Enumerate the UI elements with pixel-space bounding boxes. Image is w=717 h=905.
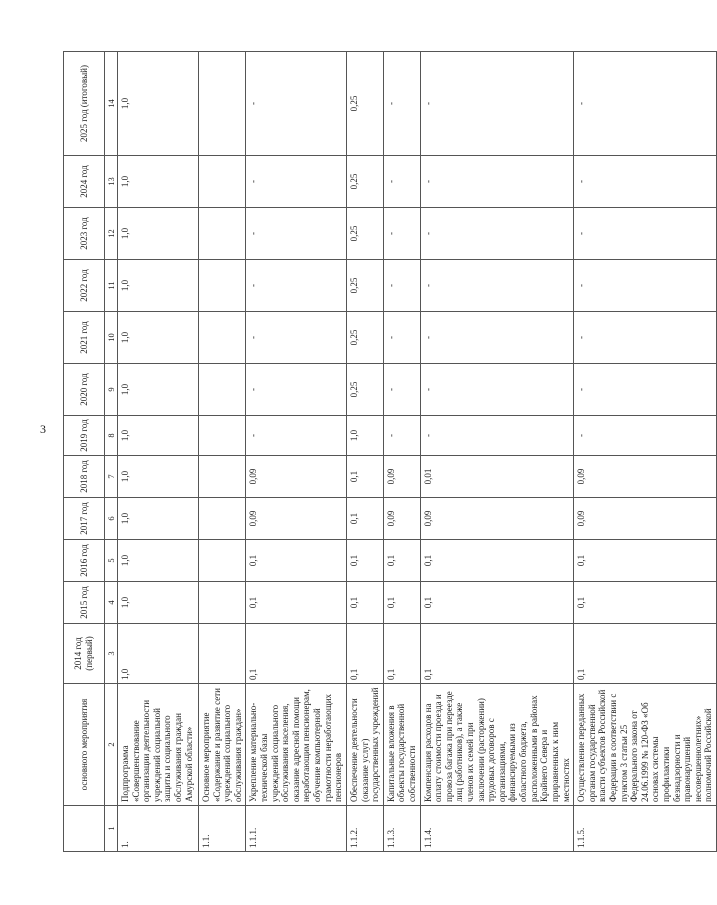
- value-cell: [199, 208, 246, 260]
- value-cell: -: [574, 312, 717, 364]
- row-title: Основное мероприятие «Содержание и развитие сети учреждений социального обслуживания граждан»: [199, 684, 246, 806]
- header-cell: 2016 год: [64, 540, 105, 582]
- header-cell: 2022 год: [64, 260, 105, 312]
- value-cell: 0,25: [346, 208, 383, 260]
- header-cell: 2014 год (первый): [64, 624, 105, 684]
- header-cell: 2015 год: [64, 582, 105, 624]
- value-cell: 0,1: [246, 582, 346, 624]
- table-row: [383, 52, 420, 852]
- value-cell: -: [383, 52, 420, 156]
- value-cell: 0,1: [574, 582, 717, 624]
- value-cell: 1,0: [118, 364, 199, 416]
- value-cell: -: [420, 260, 574, 312]
- value-cell: 0,25: [346, 52, 383, 156]
- header-cell: 2018 год: [64, 456, 105, 498]
- value-cell: [199, 260, 246, 312]
- header-cell: 2024 год: [64, 156, 105, 208]
- value-cell: -: [246, 208, 346, 260]
- value-cell: 0,25: [346, 260, 383, 312]
- value-cell: -: [420, 52, 574, 156]
- row-number: 1.1.: [199, 806, 246, 852]
- value-cell: -: [574, 52, 717, 156]
- row-number: 1.: [118, 806, 199, 852]
- column-number: 12: [105, 208, 118, 260]
- value-cell: 1,0: [118, 456, 199, 498]
- value-cell: [199, 540, 246, 582]
- value-cell: 0,1: [574, 624, 717, 684]
- column-number: 1: [105, 806, 118, 852]
- value-cell: 0,1: [420, 540, 574, 582]
- column-number: 2: [105, 684, 118, 806]
- value-cell: 1,0: [118, 624, 199, 684]
- value-cell: 0,1: [383, 582, 420, 624]
- header-cell: 2017 год: [64, 498, 105, 540]
- table-row: [420, 52, 574, 852]
- value-cell: 0,1: [420, 582, 574, 624]
- value-cell: [199, 456, 246, 498]
- value-cell: [199, 52, 246, 156]
- value-cell: 0,25: [346, 364, 383, 416]
- row-title: Подпрограмма «Совершенствование организации деятельности учреждений социальной защиты и социального обслуживания граждан Амурской области»: [118, 684, 199, 806]
- table-row: [246, 52, 346, 852]
- table-row: [199, 52, 246, 852]
- value-cell: 1,0: [346, 416, 383, 456]
- value-cell: [199, 416, 246, 456]
- value-cell: [199, 582, 246, 624]
- value-cell: 0,1: [246, 624, 346, 684]
- indicators-table: [63, 51, 717, 852]
- row-number: 1.1.5.: [574, 806, 717, 852]
- column-number-row: [105, 52, 118, 852]
- value-cell: [199, 312, 246, 364]
- value-cell: -: [420, 208, 574, 260]
- column-number: 5: [105, 540, 118, 582]
- value-cell: 0,09: [574, 498, 717, 540]
- value-cell: 0,1: [346, 582, 383, 624]
- header-cell: [64, 806, 105, 852]
- row-number: 1.1.3.: [383, 806, 420, 852]
- row-title: Обеспечение деятельности (оказание услуг) государственных учреждений: [346, 684, 383, 806]
- value-cell: -: [246, 156, 346, 208]
- value-cell: -: [574, 416, 717, 456]
- column-number: 7: [105, 456, 118, 498]
- value-cell: 1,0: [118, 582, 199, 624]
- value-cell: -: [383, 416, 420, 456]
- value-cell: [199, 364, 246, 416]
- column-number: 8: [105, 416, 118, 456]
- value-cell: -: [574, 208, 717, 260]
- value-cell: 0,25: [346, 156, 383, 208]
- value-cell: -: [574, 156, 717, 208]
- column-number: 4: [105, 582, 118, 624]
- value-cell: 1,0: [118, 260, 199, 312]
- value-cell: 0,25: [346, 312, 383, 364]
- value-cell: 0,09: [246, 456, 346, 498]
- value-cell: [199, 498, 246, 540]
- value-cell: -: [246, 364, 346, 416]
- value-cell: [199, 624, 246, 684]
- value-cell: -: [383, 208, 420, 260]
- value-cell: 1,0: [118, 498, 199, 540]
- table-row: [118, 52, 199, 852]
- value-cell: 0,09: [383, 456, 420, 498]
- value-cell: -: [246, 312, 346, 364]
- row-title: Капитальные вложения в объекты государственной собственности: [383, 684, 420, 806]
- value-cell: -: [383, 312, 420, 364]
- row-title: Компенсация расходов на оплату стоимости проезда и провоза багажа при переезде лиц (работников), а также членов их семей при заключении (расторжении) трудовых договоров с организациями, финансируемыми из областного бюджета, расположенными в районах Крайнего Севера и приравненных к ним местностях: [420, 684, 574, 806]
- value-cell: 0,1: [346, 624, 383, 684]
- column-number: 14: [105, 52, 118, 156]
- header-cell: 2023 год: [64, 208, 105, 260]
- value-cell: 0,01: [420, 456, 574, 498]
- column-number: 10: [105, 312, 118, 364]
- table-row: [574, 52, 717, 852]
- value-cell: 1,0: [118, 208, 199, 260]
- value-cell: 0,09: [383, 498, 420, 540]
- header-cell: 2019 год: [64, 416, 105, 456]
- column-number: 9: [105, 364, 118, 416]
- column-number: 3: [105, 624, 118, 684]
- value-cell: 0,09: [574, 456, 717, 498]
- value-cell: -: [574, 260, 717, 312]
- value-cell: -: [420, 312, 574, 364]
- value-cell: -: [420, 156, 574, 208]
- value-cell: 0,1: [420, 624, 574, 684]
- value-cell: 0,1: [346, 498, 383, 540]
- row-number: 1.1.2.: [346, 806, 383, 852]
- value-cell: -: [383, 364, 420, 416]
- value-cell: 0,09: [420, 498, 574, 540]
- page-number: 3: [40, 422, 46, 436]
- value-cell: 0,1: [383, 540, 420, 582]
- row-title: Укрепление материально-технической базы учреждений социального обслуживания населения, оказание адресной помощи неработающим пенсионерам, обучение компьютерной грамотности неработающих пенсионеров: [246, 684, 346, 806]
- value-cell: 1,0: [118, 540, 199, 582]
- value-cell: -: [246, 260, 346, 312]
- value-cell: 0,1: [574, 540, 717, 582]
- value-cell: 0,1: [383, 624, 420, 684]
- value-cell: -: [246, 52, 346, 156]
- header-cell: 2020 год: [64, 364, 105, 416]
- value-cell: [199, 156, 246, 208]
- row-number: 1.1.4.: [420, 806, 574, 852]
- column-number: 11: [105, 260, 118, 312]
- rotated-table-wrapper: [63, 52, 714, 852]
- header-cell: основного мероприятия: [64, 684, 105, 806]
- row-title: Осуществление переданных органам государственной власти субъектов Российской Федерации в соответствии с пунктом 3 статьи 25 Федерального закона от 24.06.1999 № 120-ФЗ «Об основах системы профилактики безнадзорности и правонарушений несовершеннолетних» полномочий Российской: [574, 684, 717, 806]
- value-cell: 0,1: [346, 456, 383, 498]
- column-number: 13: [105, 156, 118, 208]
- header-cell: 2021 год: [64, 312, 105, 364]
- value-cell: 0,1: [246, 540, 346, 582]
- table-row: [346, 52, 383, 852]
- column-number: 6: [105, 498, 118, 540]
- value-cell: 1,0: [118, 52, 199, 156]
- value-cell: -: [420, 416, 574, 456]
- value-cell: 1,0: [118, 312, 199, 364]
- header-cell: 2025 год (итоговый): [64, 52, 105, 156]
- value-cell: -: [383, 156, 420, 208]
- value-cell: 0,09: [246, 498, 346, 540]
- value-cell: 1,0: [118, 416, 199, 456]
- header-row: [64, 52, 105, 852]
- value-cell: 1,0: [118, 156, 199, 208]
- value-cell: -: [246, 416, 346, 456]
- value-cell: -: [420, 364, 574, 416]
- row-number: 1.1.1.: [246, 806, 346, 852]
- value-cell: 0,1: [346, 540, 383, 582]
- value-cell: -: [574, 364, 717, 416]
- value-cell: -: [383, 260, 420, 312]
